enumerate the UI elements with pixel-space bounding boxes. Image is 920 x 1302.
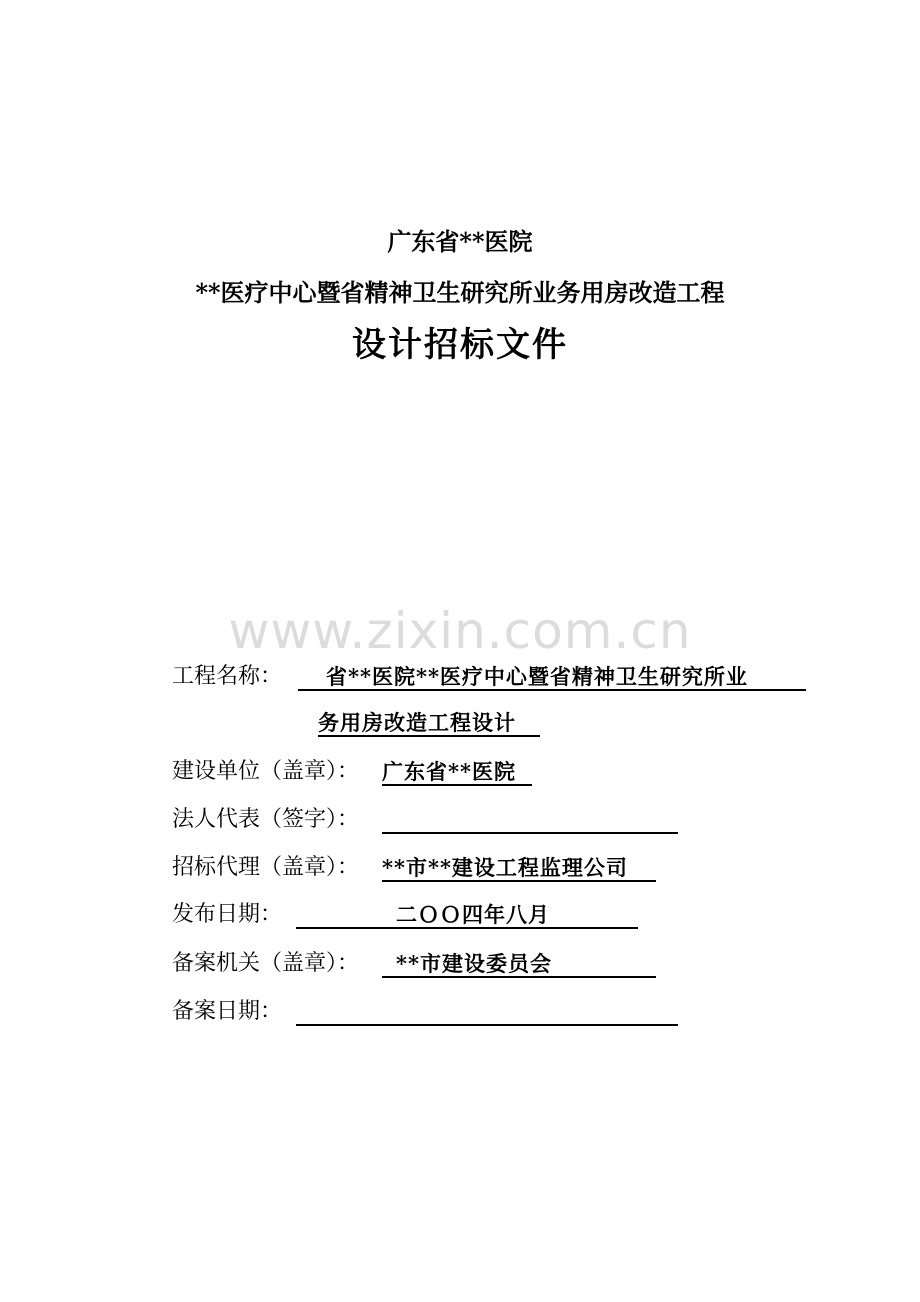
filing-authority-row xyxy=(172,949,812,983)
release-date-row xyxy=(172,900,812,934)
filing-date-underline xyxy=(296,1024,678,1026)
document-title-main: 设计招标文件 xyxy=(352,325,568,365)
tender-agent-value: **市**建设工程监理公司 xyxy=(382,855,628,880)
project-name-row xyxy=(172,662,812,696)
project-name-value-line-1: 省**医院**医疗中心暨省精神卫生研究所业 xyxy=(326,664,748,689)
construction-unit-value: 广东省**医院 xyxy=(382,759,516,784)
filing-date-label: 备案日期： xyxy=(172,999,283,1024)
construction-unit-label: 建设单位（盖章）： xyxy=(172,759,360,784)
filing-authority-label: 备案机关（盖章）： xyxy=(172,951,360,976)
project-name-row-2 xyxy=(172,708,812,742)
project-name-label: 工程名称： xyxy=(172,664,283,689)
document-title-line-2: **医疗中心暨省精神卫生研究所业务用房改造工程 xyxy=(195,278,725,307)
tender-agent-row xyxy=(172,853,812,887)
legal-rep-signature-line xyxy=(382,832,678,834)
legal-rep-label: 法人代表（签字）： xyxy=(172,807,360,832)
document-title-line-1: 广东省**医院 xyxy=(387,227,533,256)
filing-authority-value: **市建设委员会 xyxy=(396,951,552,976)
project-name-value-line-2: 务用房改造工程设计 xyxy=(318,710,516,735)
construction-unit-row xyxy=(172,757,812,791)
release-date-label: 发布日期： xyxy=(172,902,283,927)
legal-rep-row xyxy=(172,805,812,839)
watermark: www.zixin.com.cn xyxy=(228,602,692,660)
filing-date-row xyxy=(172,997,812,1031)
tender-agent-label: 招标代理（盖章）： xyxy=(172,855,360,880)
release-date-value: 二ＯＯ四年八月 xyxy=(396,902,550,927)
